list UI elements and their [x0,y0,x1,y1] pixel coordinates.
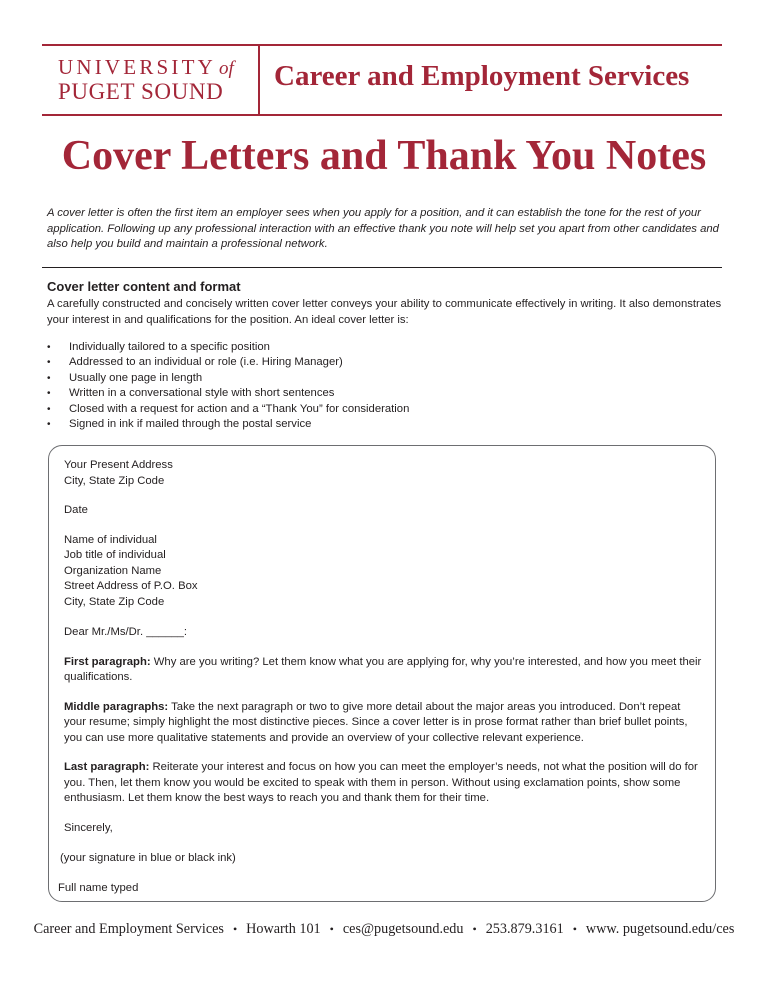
recipient-line: Job title of individual [64,549,166,561]
list-item: • Individually tailored to a specific position [47,340,409,355]
section-heading: Cover letter content and format [47,279,241,294]
footer-office: Career and Employment Services [33,921,224,937]
department-name: Career and Employment Services [274,60,690,92]
section-description: A carefully constructed and concisely written cover letter conveys your ability to communicate effectively in writing. It also demonstrates your interest in and qualifications for the position. An ideal cover letter is: [47,298,722,326]
bullet-icon: • [47,357,51,369]
footer-location: Howarth 101 [246,921,321,937]
bullet-icon: • [47,372,51,384]
list-item: • Addressed to an individual or role (i.e. Hiring Manager) [47,355,409,370]
footer-website-link[interactable]: www. pugetsound.edu/ces [585,921,735,937]
bullet-separator-icon: • [472,922,477,936]
header-bottom-rule [42,114,722,116]
bullet-separator-icon: • [232,922,238,936]
typed-name-placeholder: Full name typed [58,881,139,894]
letter-closing: Sincerely, [64,821,113,834]
sender-address-line1: Your Present Address [64,459,173,471]
recipient-block [64,533,704,611]
list-item: • Usually one page in length [47,371,409,386]
cover-letter-criteria-list [47,340,409,432]
header-divider [258,44,260,115]
footer-contact-bar [0,921,768,938]
footer-phone: 253.879.3161 [485,921,564,937]
letter-date: Date [64,504,88,516]
footer-email-link[interactable]: ces@pugetsound.edu [342,921,464,937]
bullet-separator-icon: • [572,922,577,936]
bullet-icon: • [47,403,51,415]
list-item: • Closed with a request for action and a “Thank You” for consideration [47,402,409,417]
bullet-icon: • [47,342,51,353]
middle-paragraphs-guide: Middle paragraphs: Take the next paragraph or two to give more detail about the major areas you introduced. Don’t repeat your resume; simply highlight the most distinctive pieces. Since a cover letter is in prose format rather than brief bullet points, you can use more qualitative statements and provide an overview of your collective relevant experience. [64,700,688,744]
bullet-icon: • [47,388,51,400]
recipient-line: Street Address of P.O. Box [64,580,198,592]
sender-address-line2: City, State Zip Code [64,474,165,487]
section-divider [42,267,722,268]
sample-letter [58,458,704,896]
logo-of-text: of [219,58,234,79]
bullet-icon: • [47,418,51,430]
university-logo [58,56,248,104]
logo-puget-sound-text: PUGET SOUND [58,79,224,104]
page-title: Cover Letters and Thank You Notes [61,133,707,179]
signature-placeholder: (your signature in blue or black ink) [60,852,236,864]
recipient-line: Organization Name [64,564,162,577]
list-item: • Written in a conversational style with short sentences [47,386,409,401]
logo-university-text: UNIVERSITY [58,55,216,79]
last-paragraph-guide: Last paragraph: Reiterate your interest and focus on how you can meet the employer’s needs, not what the position will do for you. Then, let them know you would be excited to speak with them in person. Without using exclamation points, show some enthusiasm. Let them know the best ways to reach you and thank them for their time. [64,761,698,804]
first-paragraph-guide: First paragraph: Why are you writing? Let them know what you are applying for, why you’re interested, and how you meet their qualifications. [64,655,702,683]
intro-paragraph: A cover letter is often the first item an employer sees when you apply for a position, and it can establish the tone for the rest of your application. Following up any professional interaction with an effective thank you note will help set you apart from other candidates and also help you build and maintain a professional network. [47,207,719,250]
bullet-separator-icon: • [329,922,334,936]
list-item: • Signed in ink if mailed through the postal service [47,417,409,432]
recipient-line: City, State Zip Code [64,595,165,608]
recipient-line: Name of individual [64,533,157,546]
salutation: Dear Mr./Ms/Dr. ______: [64,626,188,638]
header-top-rule [42,44,722,46]
